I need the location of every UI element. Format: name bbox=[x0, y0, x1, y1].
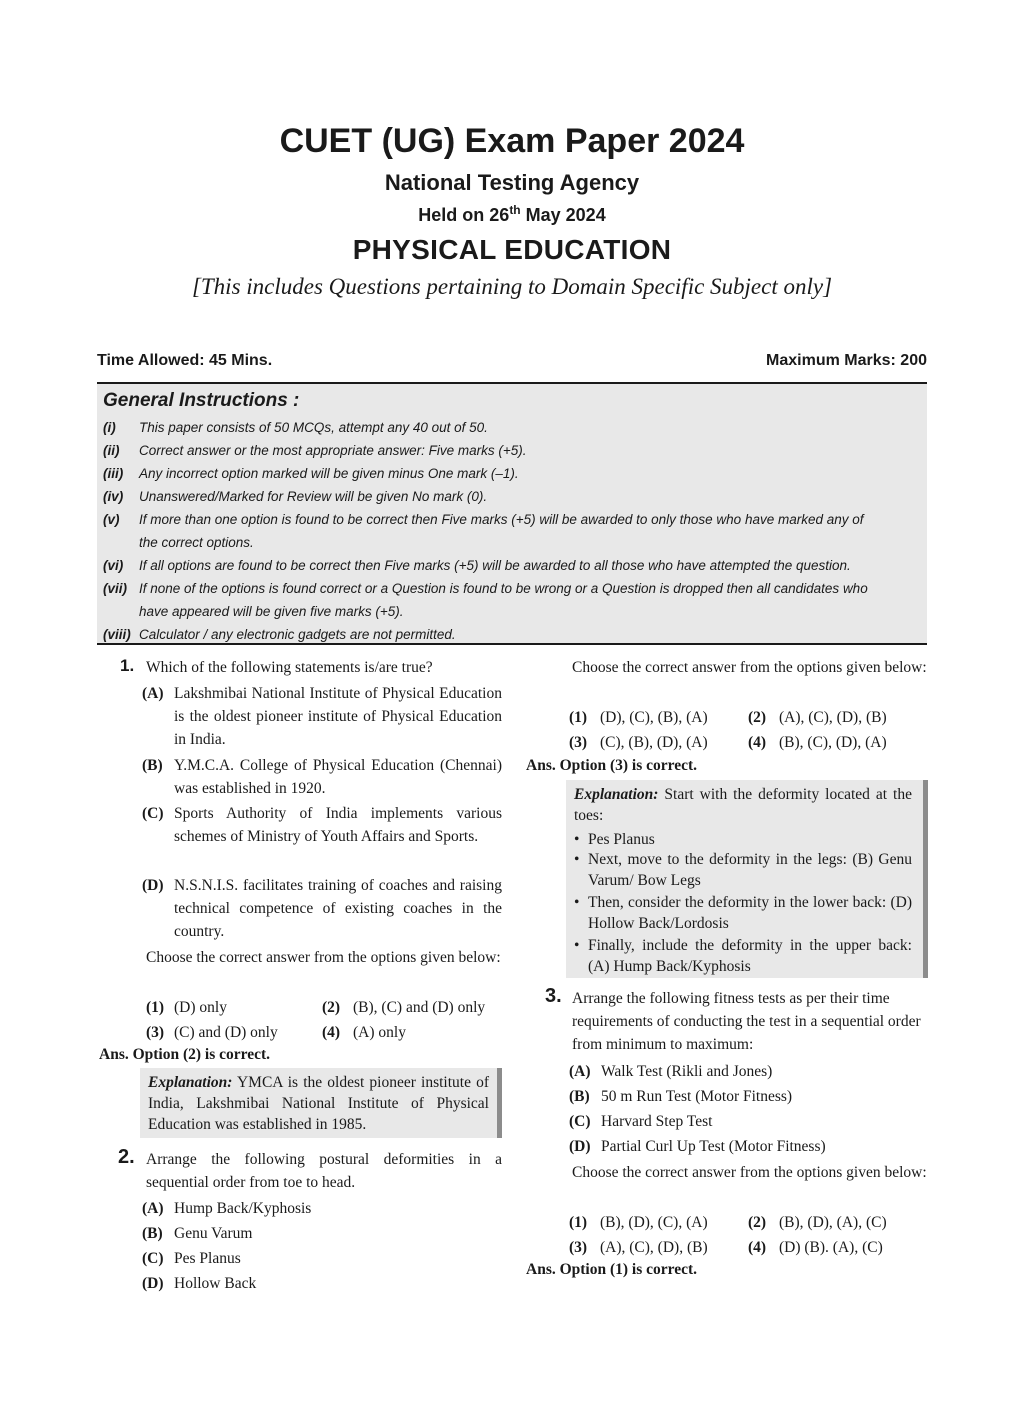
maximum-marks: Maximum Marks: 200 bbox=[766, 352, 927, 369]
general-instructions: General Instructions : (i) This paper consists of 50 MCQs, attempt any 40 out of 50. (ii) Correct answer or the most appropriate answer: Five marks (+5). (iii) Any incorrect option marked will be given minus One mark (–1). (iv) Unanswered/Marked for Review will be given No mark (0). (v) If more than one option is found to be correct then Five marks (+5) will be awarded to only those who have marked any of the correct options. (vi) If all options are found to be correct then Five marks (+5) will be awarded to all those who have attempted the question. (vii) If none of the options is found correct or a Question is found to be wrong or a Question is dropped then all candidates who have appeared will be given five marks (+5). (viii) Calculator / any electronic gadgets are not permitted. bbox=[97, 382, 927, 645]
explanation-text: Explanation: Start with the deformity located at the toes: bbox=[574, 786, 912, 824]
question-stem: Arrange the following postural deformities in a sequential order from toe to head. bbox=[146, 1151, 502, 1191]
choose-instruction: Choose the correct answer from the options given below: bbox=[572, 1164, 927, 1181]
answer-line: Ans. Option (2) is correct. bbox=[99, 1046, 271, 1063]
question-number: 1. bbox=[120, 656, 135, 675]
subject-title: PHYSICAL EDUCATION bbox=[352, 234, 672, 265]
answer-line: Ans. Option (3) is correct. bbox=[526, 757, 698, 774]
question-stem: Which of the following statements is/are true? bbox=[146, 659, 433, 676]
paper-title: CUET (UG) Exam Paper 2024 bbox=[279, 122, 745, 160]
question-stem: Arrange the following fitness tests as per their time requirements of conducting the test in a sequential order from minimum to maximum: bbox=[572, 990, 921, 1053]
question-number: 2. bbox=[118, 1146, 135, 1168]
choose-instruction: Choose the correct answer from the options given below: bbox=[572, 659, 927, 676]
explanation-box: Explanation: Start with the deformity located at the toes: • Pes Planus • Next, move to the deformity in the legs: (B) Genu Varum/ Bow Legs • Then, consider the deformity in the lower back: (D) Hollow Back/Lordosis • Finally, include the deformity in the upper back: (A) Hump Back/Kyphosis bbox=[566, 780, 928, 978]
time-allowed: Time Allowed: 45 Mins. bbox=[97, 352, 273, 369]
held-date: Held on 26th May 2024 bbox=[418, 203, 606, 225]
includes-note: [This includes Questions pertaining to Domain Specific Subject only] bbox=[191, 274, 833, 299]
exam-meta bbox=[97, 352, 927, 370]
choose-instruction: Choose the correct answer from the options given below: bbox=[146, 949, 501, 966]
explanation-box: Explanation: YMCA is the oldest pioneer institute of India, Lakshmibai National Institute of Physical Education was established in 1985. bbox=[140, 1068, 502, 1138]
agency-name: National Testing Agency bbox=[384, 170, 640, 195]
question-number: 3. bbox=[545, 985, 562, 1007]
instructions-heading: General Instructions : bbox=[103, 390, 300, 411]
answer-line: Ans. Option (1) is correct. bbox=[526, 1261, 698, 1278]
